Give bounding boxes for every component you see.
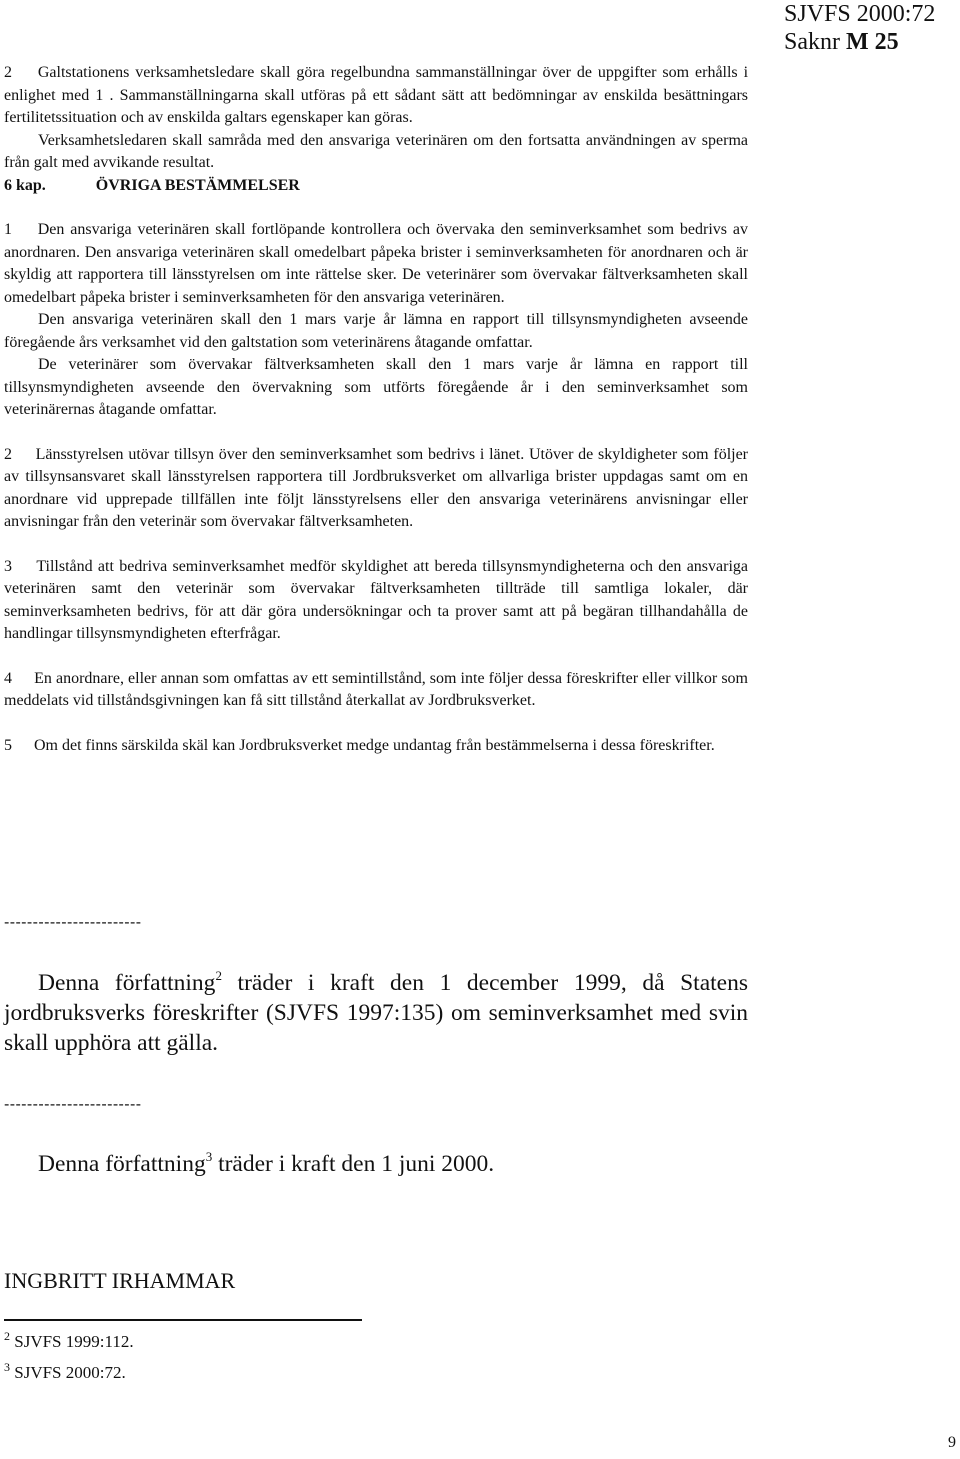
saknr-value: M 25 bbox=[846, 29, 899, 55]
chapter-heading bbox=[4, 175, 748, 198]
transition-text-end: träder i kraft den 1 juni 2000. bbox=[212, 1151, 495, 1177]
footnote-rule bbox=[4, 1319, 362, 1321]
transition-provision-1 bbox=[4, 968, 748, 1058]
section-1-continued-2: De veterinärer som övervakar fältverksamheten skall den 1 mars varje år lämna en rapport till tillsynsmyndigheten avseende den övervakning som utförts föregående år i den seminverksamhet som veterinärernas åtagande omfattar. bbox=[4, 356, 748, 418]
paragraph-2-continued: Verksamhetsledaren skall samråda med den ansvariga veterinären om den fortsatta användningen av sperma från galt med avvikande resultat. bbox=[4, 131, 748, 171]
paragraph-2 bbox=[4, 62, 748, 130]
section-2 bbox=[4, 444, 748, 534]
document-header bbox=[784, 0, 954, 56]
document-code: SJVFS 2000:72 bbox=[784, 1, 936, 27]
footnote-number: 3 bbox=[4, 1360, 10, 1374]
section-text: En anordnare, eller annan som omfattas av ett semintillstånd, som inte följer dessa föreskrifter eller villkor som meddelats vid tillståndsgivningen kan få sitt tillstånd återkallat av Jordbruksverket. bbox=[4, 669, 749, 709]
section-text: Om det finns särskilda skäl kan Jordbruksverket medge undantag från bestämmelserna i dessa föreskrifter. bbox=[34, 736, 715, 754]
section-text: Den ansvariga veterinären skall fortlöpande kontrollera och övervaka den seminverksamhet som bedrivs av anordnaren. Den ansvariga veterinären skall omedelbart påpeka brister i seminverksamheten för anordnaren och är skyldig att rapportera till länsstyrelsen om inte rättelse sker. De veterinärer som övervakar fältverksamheten skall omedelbart påpeka brister i seminverksamheten för den ansvariga veterinären. bbox=[4, 221, 748, 306]
separator-line: ------------------------ bbox=[4, 914, 142, 931]
section-5 bbox=[4, 735, 748, 758]
saknr-label: Saknr bbox=[784, 29, 840, 55]
footnote-ref: 3 bbox=[205, 1149, 213, 1164]
section-number: 4 bbox=[4, 669, 12, 687]
transition-provision-2 bbox=[4, 1149, 748, 1179]
saknr bbox=[784, 28, 954, 56]
paragraph-text: Galtstationens verksamhetsledare skall göra regelbundna sammanställningar över de uppgifter som erhålls i enlighet med 1 . Sammanställningarna skall utföras på ett sådant sätt att bedömningar av enskilda besättningars fertilitetssituation och av enskilda galtars egenskaper kan göras. bbox=[4, 64, 749, 126]
section-number: 5 bbox=[4, 736, 12, 754]
footnote-3 bbox=[4, 1362, 126, 1384]
section-1 bbox=[4, 219, 748, 309]
footnote-number: 2 bbox=[4, 1329, 10, 1343]
chapter-title: ÖVRIGA BESTÄMMELSER bbox=[95, 176, 300, 194]
transition-text-start: Denna författning bbox=[38, 1151, 206, 1177]
section-4 bbox=[4, 668, 748, 713]
section-text: Länsstyrelsen utövar tillsyn över den seminverksamhet som bedrivs i länet. Utöver de skyldigheter som följer av tillsynsansvaret skall länsstyrelsen rapportera till Jordbruksverket om allvarliga brister uppdagas samt om en anordnare vid upprepade tillfällen inte följt länsstyrelsens eller den ansvariga veterinärens anvisningar eller anvisningar från den veterinär som övervakar fältverksamheten. bbox=[4, 445, 749, 530]
footnote-text: SJVFS 1999:112. bbox=[14, 1332, 134, 1351]
section-3 bbox=[4, 556, 748, 646]
page-number: 9 bbox=[948, 1434, 956, 1451]
section-number: 1 bbox=[4, 221, 12, 238]
section-text: Tillstånd att bedriva seminverksamhet medför skyldighet att bereda tillsynsmyndigheterna och den ansvariga veterinären samt den veterinär som övervakar fältverksamheten tillträde till samtliga lokaler, där seminverksamheten bedrivs, för att där göra undersökningar och ta prover samt att på begäran tillhandahålla de handlingar tillsynsmyndigheten efterfrågar. bbox=[4, 557, 748, 642]
section-number: 3 bbox=[4, 557, 12, 575]
chapter-number: 6 kap. bbox=[4, 176, 46, 194]
section-1-continued-1: Den ansvariga veterinären skall den 1 mars varje år lämna en rapport till tillsynsmyndigheten avseende föregående års verksamhet vid den galtstation som veterinärens åtagande omfattar. bbox=[4, 311, 748, 351]
section-number: 2 bbox=[4, 445, 12, 463]
footnote-2 bbox=[4, 1331, 134, 1353]
paragraph-number: 2 bbox=[4, 64, 12, 81]
footnote-text: SJVFS 2000:72. bbox=[14, 1363, 126, 1382]
signature: INGBRITT IRHAMMAR bbox=[4, 1268, 236, 1293]
transition-text-start: Denna författning bbox=[38, 970, 216, 996]
document-body bbox=[4, 62, 748, 757]
transition-text-end: träder i kraft den 1 december 1999, då Statens jordbruksverks föreskrifter (SJVFS 1997:135) om seminverksamhet med svin skall upphöra att gälla. bbox=[4, 970, 748, 1056]
footnote-ref: 2 bbox=[215, 968, 222, 983]
separator-line: ------------------------ bbox=[4, 1096, 142, 1113]
